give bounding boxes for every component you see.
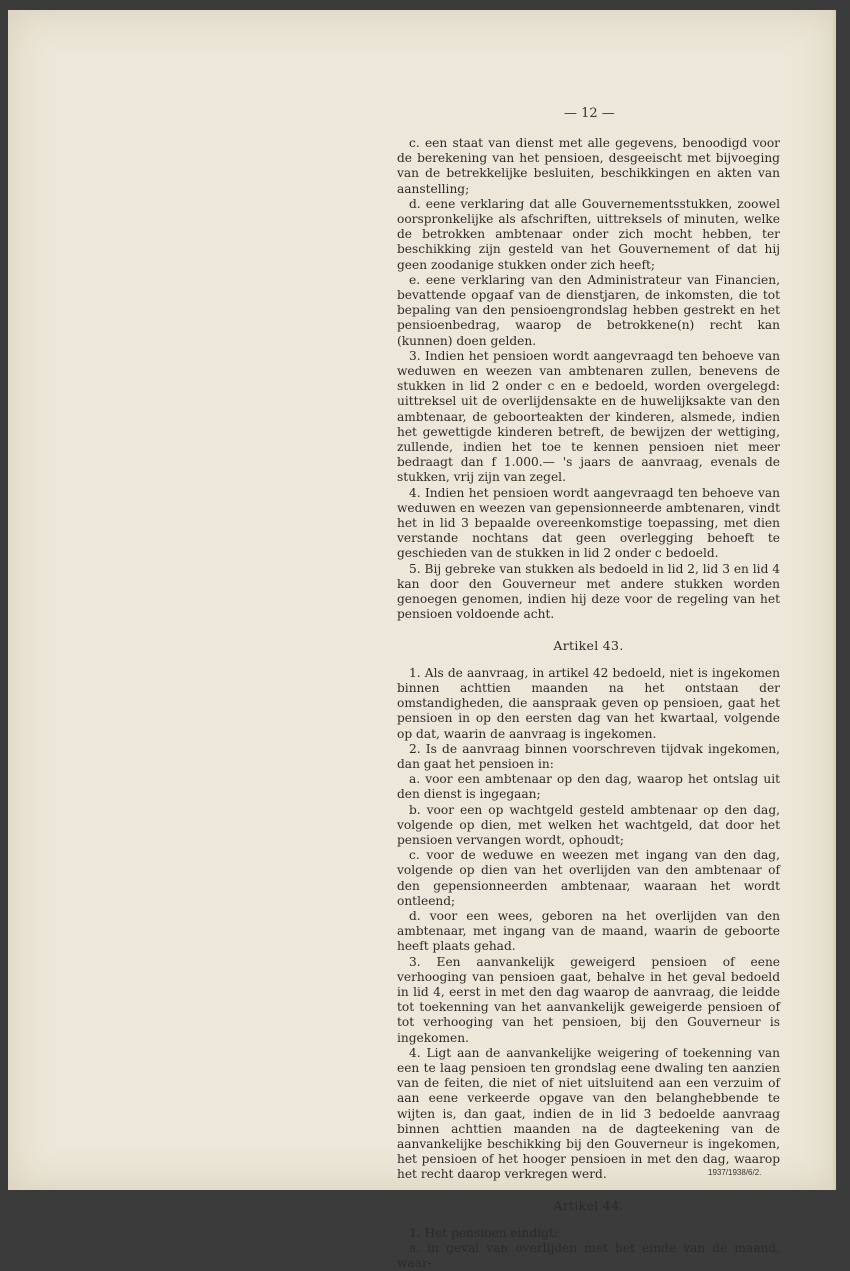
article-heading-43: Artikel 43.: [553, 637, 624, 653]
page-number: — 12 —: [564, 106, 615, 121]
paragraph: 4. Ligt aan de aanvankelijke weigering of toekenning van een te laag pensioen ten grondslag eene dwaling ten aanzien van de feiten, die niet of niet uitsluitend aan een verzuim of aan eene verkeerde opgave van den belanghebbende te wijten is, dan gaat, indien de in lid 3 bedoelde aanvraag binnen achttien maanden na de dagteekening van de aanvankelijke beschikking bij den Gouverneur is ingekomen, het pensioen of het hooger pensioen in met den dag, waarop het recht daarop verkregen werd.: [397, 1045, 780, 1182]
paragraph: d. voor een wees, geboren na het overlijden van den ambtenaar, met ingang van de maand, waarin de geboorte heeft plaats gehad.: [397, 908, 780, 954]
paragraph: c. voor de weduwe en weezen met ingang van den dag, volgende op dien van het overlijden van den ambtenaar of den gepensionneerden ambtenaar, waaraan het wordt ontleend;: [397, 848, 780, 908]
paragraph: b. voor een op wachtgeld gesteld ambtenaar op den dag, volgende op dien, met welken het wachtgeld, dat door het pensioen vervangen wordt, ophoudt;: [397, 802, 780, 847]
paragraph: e. eene verklaring van den Administrateur van Financien, bevattende opgaaf van de dienstjaren, de inkomsten, die tot bepaling van den pensioengrondslag hebben gestrekt en het pensioenbedrag, waarop de betrokkene(n) recht kan (kunnen) doen gelden.: [397, 272, 780, 348]
paragraph: 3. Indien het pensioen wordt aangevraagd ten behoeve van weduwen en weezen van ambtenaren zullen, benevens de stukken in lid 2 onder c en e bedoeld, worden overgelegd: uittreksel uit de overlijdensakte en de huwelijksakte van den ambtenaar, de geboorteakten der kinderen, alsmede, indien het gewettigde kinderen betreft, de bewijzen der wettiging, zullende, indien het toe te kennen pensioen niet meer bedraagt dan f 1.000.— 's jaars de aanvraag, evenals de stukken, vrij zijn van zegel.: [397, 348, 780, 485]
paragraph: c. een staat van dienst met alle gegevens, benoodigd voor de berekening van het pensioen, desgeeischt met bijvoeging van de betrekkelijke besluiten, beschikkingen en akten van aanstelling;: [397, 136, 780, 196]
paragraph: d. eene verklaring dat alle Gouvernementsstukken, zoowel oorspronkelijke als afschriften, uittreksels of minuten, welke de betrokken ambtenaar onder zich mocht hebben, ter beschikking zijn gesteld van het Gouvernement of dat hij geen zoodanige stukken onder zich heeft;: [397, 196, 780, 272]
article-heading-44: Artikel 44.: [553, 1197, 624, 1213]
paragraph: 4. Indien het pensioen wordt aangevraagd ten behoeve van weduwen en weezen van gepensionneerde ambtenaren, vindt het in lid 3 bepaalde overeenkomstige toepassing, met dien verstande nochtans dat geen overlegging behoeft te geschieden van de stukken in lid 2 onder c bedoeld.: [397, 485, 780, 561]
paragraph: 5. Bij gebreke van stukken als bedoeld in lid 2, lid 3 en lid 4 kan door den Gouverneur met andere stukken worden genoegen genomen, indien hij deze voor de regeling van het pensioen voldoende acht.: [397, 561, 781, 622]
paragraph: 3. Een aanvankelijk geweigerd pensioen of eene verhooging van pensioen gaat, behalve in het geval bedoeld in lid 4, eerst in met den dag waarop de aanvraag, die leidde tot toekenning van het aanvankelijk geweigerde pensioen of tot verhooging van het pensioen, bij den Gouverneur is ingekomen.: [397, 954, 780, 1045]
paragraph: a. voor een ambtenaar op den dag, waarop het ontslag uit den dienst is ingegaan;: [397, 772, 780, 802]
paragraph: 1. Het pensioen eindigt:: [409, 1225, 558, 1240]
page-edge: [833, 10, 836, 1190]
text-column: [397, 136, 780, 1271]
paragraph: a. in geval van overlijden met het einde van de maand, waar-: [397, 1241, 780, 1271]
document-page: [8, 10, 836, 1271]
print-code: 1937/1938/6/2.: [708, 1168, 762, 1177]
paragraph: 2. Is de aanvraag binnen voorschreven tijdvak ingekomen, dan gaat het pensioen in:: [397, 741, 780, 771]
paragraph: 1. Als de aanvraag, in artikel 42 bedoeld, niet is ingekomen binnen achttien maanden na het ontstaan der omstandigheden, die aanspraak geven op pensioen, gaat het pensioen in op den eersten dag van het kwartaal, volgende op dat, waarin de aanvraag is ingekomen.: [397, 665, 780, 741]
